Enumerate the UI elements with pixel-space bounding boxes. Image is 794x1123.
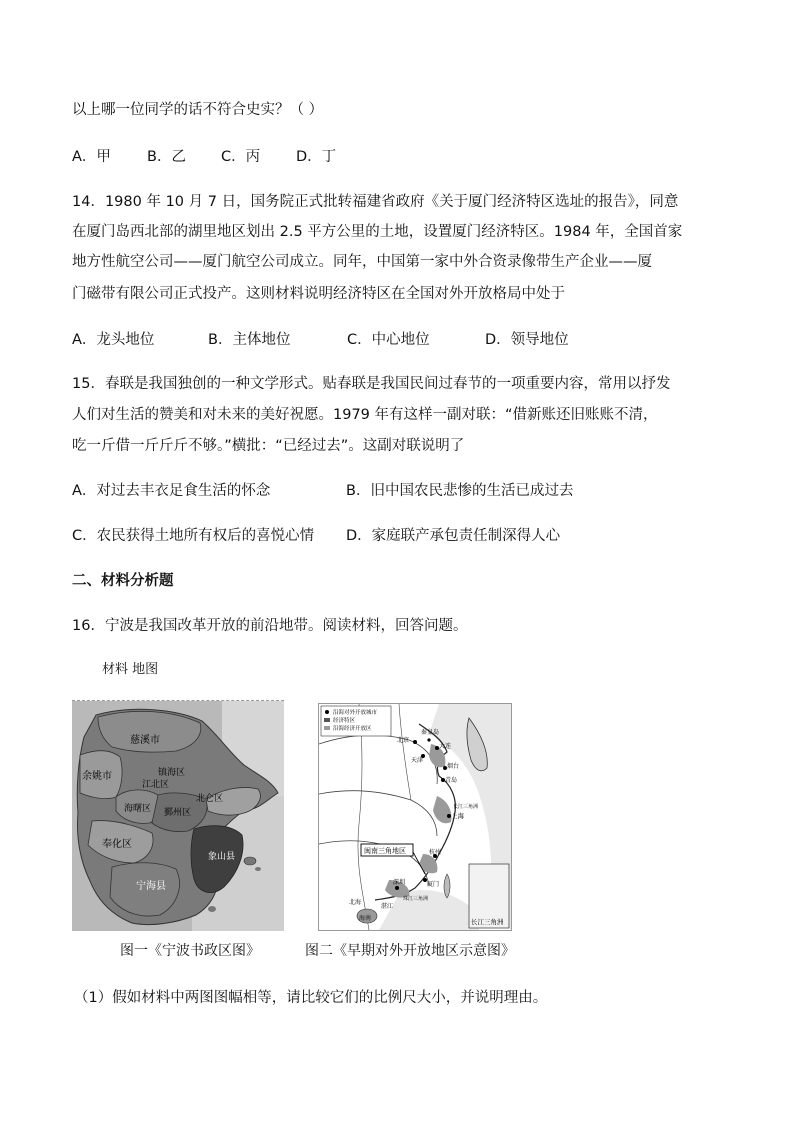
q14-option-d: D．领导地位 xyxy=(485,332,569,348)
map1-label-haishu: 海曙区 xyxy=(124,804,152,814)
map1-label-cixi: 慈溪市 xyxy=(130,735,160,746)
map2-label-hangzhou: 杭州 xyxy=(429,849,442,856)
map2-caption: 图二《早期对外开放地区示意图》 xyxy=(305,943,515,959)
ningbo-map xyxy=(72,700,284,931)
q14-line-2: 在厦门岛西北部的湖里地区划出 2.5 平方公里的土地，设置厦门经济特区。1984 年，全国首家 xyxy=(72,224,683,240)
section-title: 二、材料分析题 xyxy=(72,573,174,589)
map2-legend-1: 沿海对外开放城市 xyxy=(333,710,378,716)
map2-label-zhanjiang: 湛江 xyxy=(381,903,394,910)
q14-option-b: B．主体地位 xyxy=(208,332,291,348)
q15-line-1: 15．春联是我国独创的一种文学形式。贴春联是我国民间过春节的一项重要内容，常用以抒发 xyxy=(72,376,671,392)
map2-label-changjiang: 长江三角洲 xyxy=(453,804,479,810)
q14-line-1: 14．1980 年 10 月 7 日，国务院正式批转福建省政府《关于厦门经济特区选址的报告》，同意 xyxy=(72,194,679,210)
q15-option-c: C．农民获得土地所有权后的喜悦心情 xyxy=(72,528,315,544)
q15-line-2: 人们对生活的赞美和对未来的美好祝愿。1979 年有这样一副对联：“借新账还旧账账不清， xyxy=(72,407,658,423)
map1-label-yuyao: 余姚市 xyxy=(82,771,112,782)
q16-stem: 16．宁波是我国改革开放的前沿地带。阅读材料，回答问题。 xyxy=(72,618,468,634)
map1-label-fenghua: 奉化区 xyxy=(102,839,132,850)
map2-label-qingdao: 青岛 xyxy=(445,777,458,784)
map2-label-qinhuangdao: 秦皇岛 xyxy=(421,729,440,736)
q15-option-d: D．家庭联产承包责任制深得人心 xyxy=(346,528,561,544)
q13-option-d: D．丁 xyxy=(296,149,337,165)
q16-sub-1: （1）假如材料中两图图幅相等，请比较它们的比例尺大小，并说明理由。 xyxy=(74,990,548,1006)
q15-option-b: B．旧中国农民悲惨的生活已成过去 xyxy=(346,483,574,499)
map1-label-yinzhou: 鄞州区 xyxy=(164,808,192,818)
map2-label-zhujiang: 珠江三角洲 xyxy=(403,896,429,902)
opening-areas-map xyxy=(318,703,512,931)
q13-option-b: B．乙 xyxy=(147,149,186,165)
q15-line-3: 吃一斤借一斤斤斤不够。”横批：“已经过去”。这副对联说明了 xyxy=(72,438,465,454)
map2-label-beihai: 北海 xyxy=(349,899,362,906)
map1-label-jiangbei: 江北区 xyxy=(142,780,170,790)
map2-label-dalian: 大连 xyxy=(439,743,452,750)
map2-legend-3: 沿海经济开放区 xyxy=(333,726,372,732)
q13-stem-end: 以上哪一位同学的话不符合史实？（ ） xyxy=(72,102,324,118)
map2-label-nanhai: 长江三角洲 xyxy=(471,918,504,926)
q13-option-c: C．丙 xyxy=(221,149,261,165)
q13-option-a: A．甲 xyxy=(72,149,111,165)
map2-label-beijing: 北京 xyxy=(397,737,410,744)
q14-option-c: C．中心地位 xyxy=(347,332,430,348)
map1-caption: 图一《宁波书政区图》 xyxy=(120,943,260,959)
q15-option-a: A．对过去丰衣足食生活的怀念 xyxy=(72,483,271,499)
map2-label-hainan: 海南 xyxy=(359,915,372,922)
map2-label-tianjin: 天津 xyxy=(411,757,424,764)
map2-label-xiamen: 厦门 xyxy=(427,881,440,888)
map2-callout: 闽南三角地区 xyxy=(364,847,406,855)
material-label: 材料 地图 xyxy=(102,662,159,677)
map1-label-ninghai: 宁海县 xyxy=(136,881,166,892)
map1-label-beilun: 北仑区 xyxy=(196,794,224,804)
map2-label-yantai: 烟台 xyxy=(447,763,460,770)
q14-line-4: 门磁带有限公司正式投产。这则材料说明经济特区在全国对外开放格局中处于 xyxy=(72,286,565,302)
map1-label-xiangshan: 象山县 xyxy=(208,852,236,862)
q14-line-3: 地方性航空公司——厦门航空公司成立。同年，中国第一家中外合资录像带生产企业——厦 xyxy=(72,254,652,270)
map2-label-shenzhen: 深圳 xyxy=(393,879,406,886)
q14-option-a: A．龙头地位 xyxy=(72,332,155,348)
map1-label-zhenhai: 镇海区 xyxy=(158,768,186,778)
map2-label-shanghai: 上海 xyxy=(451,812,464,820)
map2-legend-2: 经济特区 xyxy=(333,718,356,724)
